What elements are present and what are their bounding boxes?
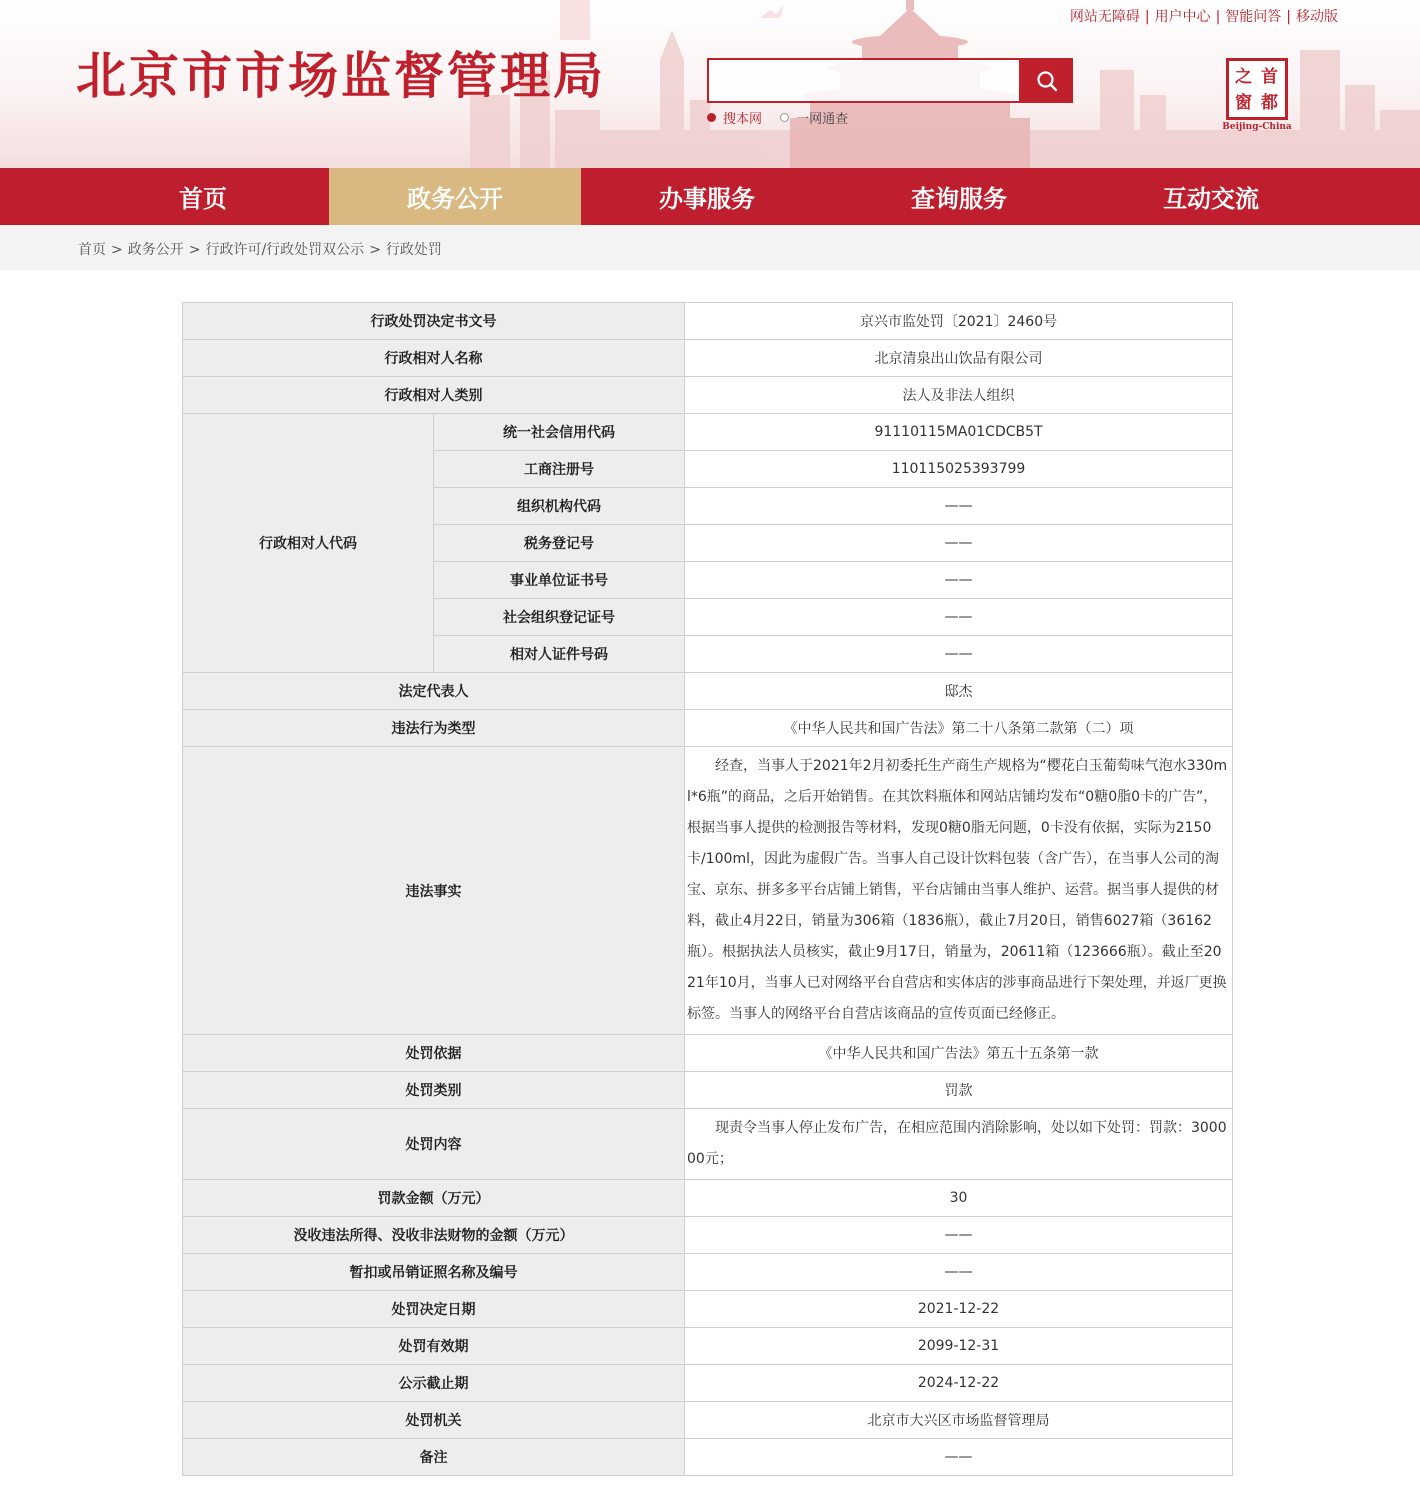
table-row [183, 1291, 1233, 1328]
remarks-label: 备注 [183, 1439, 685, 1476]
penalty-detail-table [182, 302, 1233, 1476]
breadcrumb-penalty[interactable]: 行政处罚 [385, 242, 442, 258]
nav-item-interaction[interactable]: 互动交流 [1163, 185, 1259, 213]
basis-label: 处罚依据 [183, 1035, 685, 1072]
legal-rep-value: 邸杰 [685, 673, 1233, 710]
authority-label: 处罚机关 [183, 1402, 685, 1439]
license-value: —— [685, 1254, 1233, 1291]
breadcrumb-government-affairs[interactable]: 政务公开 [127, 242, 184, 258]
id-number-value: —— [685, 636, 1233, 673]
confiscation-value: —— [685, 1217, 1233, 1254]
breadcrumb-home[interactable]: 首页 [78, 242, 106, 258]
table-row [183, 1439, 1233, 1476]
decision-no-label: 行政处罚决定书文号 [183, 303, 685, 340]
category-value: 罚款 [685, 1072, 1233, 1109]
table-row [183, 1254, 1233, 1291]
facts-value: 经查，当事人于2021年2月初委托生产商生产规格为“樱花白玉葡萄味气泡水330ml*6瓶”的商品，之后开始销售。在其饮料瓶体和网站店铺均发布“0糖0脂0卡的广告”，根据当事人提供的检测报告等材料，发现0糖0脂无问题，0卡没有依据，实际为2150卡/100ml，因此为虚假广告。当事人自己设计饮料包装（含广告），在当事人公司的淘宝、京东、拼多多平台店铺上销售，平台店铺由当事人维护、运营。据当事人提供的材料，截止4月22日，销量为306箱（1836瓶），截止7月20日，销售6027箱（36162瓶）。根据执法人员核实，截止9月17日，销量为，20611箱（123666瓶）。截止至2021年10月，当事人已对网络平台自营店和实体店的涉事商品进行下架处理，并返厂更换标签。当事人的网络平台自营店该商品的宣传页面已经修正。 [685, 747, 1233, 1035]
nav-item-government-affairs[interactable]: 政务公开 [329, 168, 581, 225]
table-row [183, 340, 1233, 377]
search-input[interactable] [709, 60, 1019, 101]
content-value: 现责令当事人停止发布广告，在相应范围内消除影响，处以如下处罚：罚款：300000元； [685, 1109, 1233, 1180]
table-row [183, 1217, 1233, 1254]
table-row [183, 303, 1233, 340]
org-code-label: 组织机构代码 [434, 488, 685, 525]
main-nav [0, 168, 1420, 225]
decision-date-value: 2021-12-22 [685, 1291, 1233, 1328]
search-box [707, 58, 1021, 103]
search-scope-site-radio[interactable] [707, 108, 762, 127]
link-separator: | [1286, 9, 1291, 25]
search-icon [1036, 70, 1058, 92]
accessibility-link[interactable]: 网站无障碍 [1069, 9, 1140, 25]
social-org-value: —— [685, 599, 1233, 636]
table-row [183, 1402, 1233, 1439]
search-scope-all-label: 一网通查 [796, 112, 849, 127]
table-row [183, 747, 1233, 1035]
nav-item-home[interactable]: 首页 [179, 185, 227, 213]
breadcrumb-separator: > [188, 242, 201, 258]
smart-qa-link[interactable]: 智能问答 [1225, 9, 1282, 25]
credit-code-label: 统一社会信用代码 [434, 414, 685, 451]
social-org-label: 社会组织登记证号 [434, 599, 685, 636]
table-row [183, 1035, 1233, 1072]
publicity-end-value: 2024-12-22 [685, 1365, 1233, 1402]
mobile-version-link[interactable]: 移动版 [1296, 9, 1338, 25]
table-row [183, 1109, 1233, 1180]
search-button[interactable] [1021, 58, 1073, 103]
decision-date-label: 处罚决定日期 [183, 1291, 685, 1328]
business-reg-label: 工商注册号 [434, 451, 685, 488]
institution-cert-value: —— [685, 562, 1233, 599]
nav-item-query[interactable]: 查询服务 [911, 185, 1007, 213]
org-code-value: —— [685, 488, 1233, 525]
radio-unselected-icon [780, 113, 789, 122]
party-code-label: 行政相对人代码 [183, 414, 434, 673]
institution-cert-label: 事业单位证书号 [434, 562, 685, 599]
logo-char: 都 [1261, 93, 1278, 113]
tax-reg-label: 税务登记号 [434, 525, 685, 562]
breadcrumb-separator: > [369, 242, 381, 258]
site-header [0, 0, 1420, 168]
license-label: 暂扣或吊销证照名称及编号 [183, 1254, 685, 1291]
fine-value: 30 [685, 1180, 1233, 1217]
fine-label: 罚款金额（万元） [183, 1180, 685, 1217]
link-separator: | [1215, 9, 1221, 25]
table-row [183, 1365, 1233, 1402]
party-name-label: 行政相对人名称 [183, 340, 685, 377]
tax-reg-value: —— [685, 525, 1233, 562]
capital-window-logo[interactable] [1222, 56, 1292, 134]
violation-type-label: 违法行为类型 [183, 710, 685, 747]
logo-char: 窗 [1235, 93, 1252, 113]
table-row [183, 1328, 1233, 1365]
logo-subtitle: Beijing-China [1222, 122, 1292, 132]
category-label: 处罚类别 [183, 1072, 685, 1109]
logo-frame [1226, 58, 1288, 120]
party-name-value: 北京清泉出山饮品有限公司 [685, 340, 1233, 377]
search-scope-all-radio[interactable] [780, 108, 848, 127]
violation-type-value: 《中华人民共和国广告法》第二十八条第二款第（二）项 [685, 710, 1233, 747]
table-row [183, 673, 1233, 710]
remarks-value: —— [685, 1439, 1233, 1476]
logo-char: 首 [1261, 67, 1278, 87]
credit-code-value: 91110115MA01CDCB5T [685, 414, 1233, 451]
confiscation-label: 没收违法所得、没收非法财物的金额（万元） [183, 1217, 685, 1254]
top-links [1070, 6, 1338, 26]
publicity-end-label: 公示截止期 [183, 1365, 685, 1402]
id-number-label: 相对人证件号码 [434, 636, 685, 673]
breadcrumb-dual-publicity[interactable]: 行政许可/行政处罚双公示 [205, 242, 365, 258]
logo-char: 之 [1235, 67, 1252, 87]
table-row [183, 414, 1233, 451]
breadcrumb-bar [0, 225, 1420, 270]
breadcrumb [78, 239, 442, 259]
party-type-label: 行政相对人类别 [183, 377, 685, 414]
table-row [183, 1072, 1233, 1109]
link-separator: | [1144, 9, 1150, 25]
table-row [183, 1180, 1233, 1217]
user-center-link[interactable]: 用户中心 [1154, 9, 1211, 25]
basis-value: 《中华人民共和国广告法》第五十五条第一款 [685, 1035, 1233, 1072]
site-title: 北京市市场监督管理局 [76, 47, 606, 105]
search-scope-options [707, 108, 862, 127]
content-label: 处罚内容 [183, 1109, 685, 1180]
facts-label: 违法事实 [183, 747, 685, 1035]
table-row [183, 377, 1233, 414]
valid-until-label: 处罚有效期 [183, 1328, 685, 1365]
authority-value: 北京市大兴区市场监督管理局 [685, 1402, 1233, 1439]
table-row [183, 710, 1233, 747]
party-type-value: 法人及非法人组织 [685, 377, 1233, 414]
nav-item-services[interactable]: 办事服务 [659, 185, 755, 213]
legal-rep-label: 法定代表人 [183, 673, 685, 710]
valid-until-value: 2099-12-31 [685, 1328, 1233, 1365]
search-scope-site-label: 搜本网 [723, 112, 763, 127]
radio-selected-icon [707, 113, 716, 122]
breadcrumb-separator: > [111, 242, 123, 258]
decision-no-value: 京兴市监处罚〔2021〕2460号 [685, 303, 1233, 340]
business-reg-value: 110115025393799 [685, 451, 1233, 488]
